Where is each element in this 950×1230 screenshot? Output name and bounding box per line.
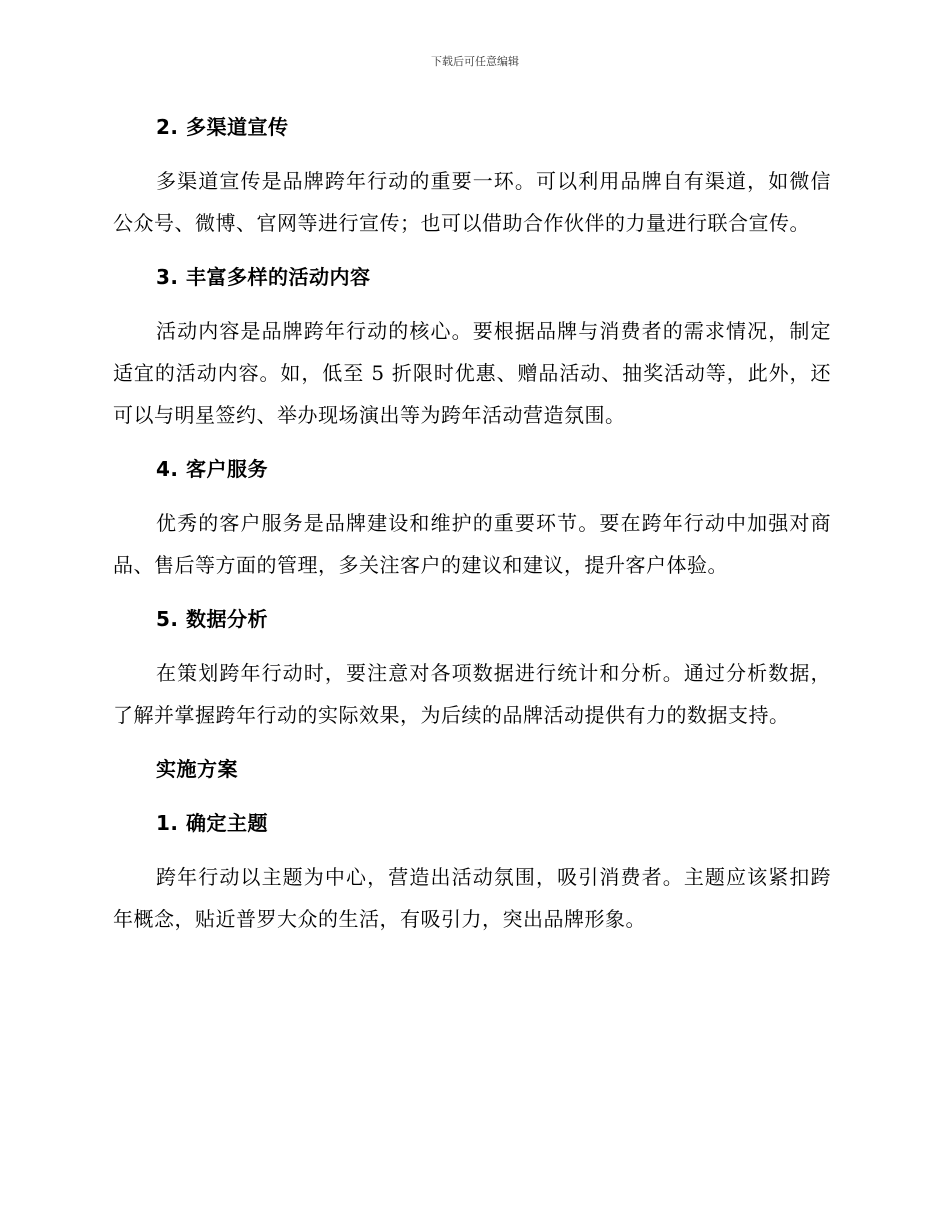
section-paragraph-multichannel: 多渠道宣传是品牌跨年行动的重要一环。可以利用品牌自有渠道，如微信公众号、微博、官网等进行宣传；也可以借助合作伙伴的力量进行联合宣传。: [113, 169, 831, 235]
section-paragraph-theme: 跨年行动以主题为中心，营造出活动氛围，吸引消费者。主题应该紧扣跨年概念，贴近普罗大众的生活，有吸引力，突出品牌形象。: [113, 865, 831, 931]
section-heading-data-analysis: 5. 数据分析: [156, 607, 268, 631]
section-paragraph-customer-service: 优秀的客户服务是品牌建设和维护的重要环节。要在跨年行动中加强对商品、售后等方面的管理，多关注客户的建议和建议，提升客户体验。: [113, 511, 831, 577]
section-heading-customer-service: 4. 客户服务: [156, 457, 268, 481]
section-paragraph-data-analysis: 在策划跨年行动时，要注意对各项数据进行统计和分析。通过分析数据，了解并掌握跨年行动的实际效果，为后续的品牌活动提供有力的数据支持。: [113, 661, 831, 727]
document-body: [113, 106, 831, 940]
section-paragraph-activities: 活动内容是品牌跨年行动的核心。要根据品牌与消费者的需求情况，制定适宜的活动内容。如，低至 5 折限时优惠、赠品活动、抽奖活动等，此外，还可以与明星签约、举办现场演出等为跨年活动营造氛围。: [113, 319, 831, 427]
section-heading-multichannel: 2. 多渠道宣传: [156, 115, 289, 139]
section-heading-theme: 1. 确定主题: [156, 811, 268, 835]
section-heading-implementation: 实施方案: [156, 757, 238, 781]
page-header: 下载后可任意编辑: [431, 55, 519, 68]
section-heading-activities: 3. 丰富多样的活动内容: [156, 265, 371, 289]
